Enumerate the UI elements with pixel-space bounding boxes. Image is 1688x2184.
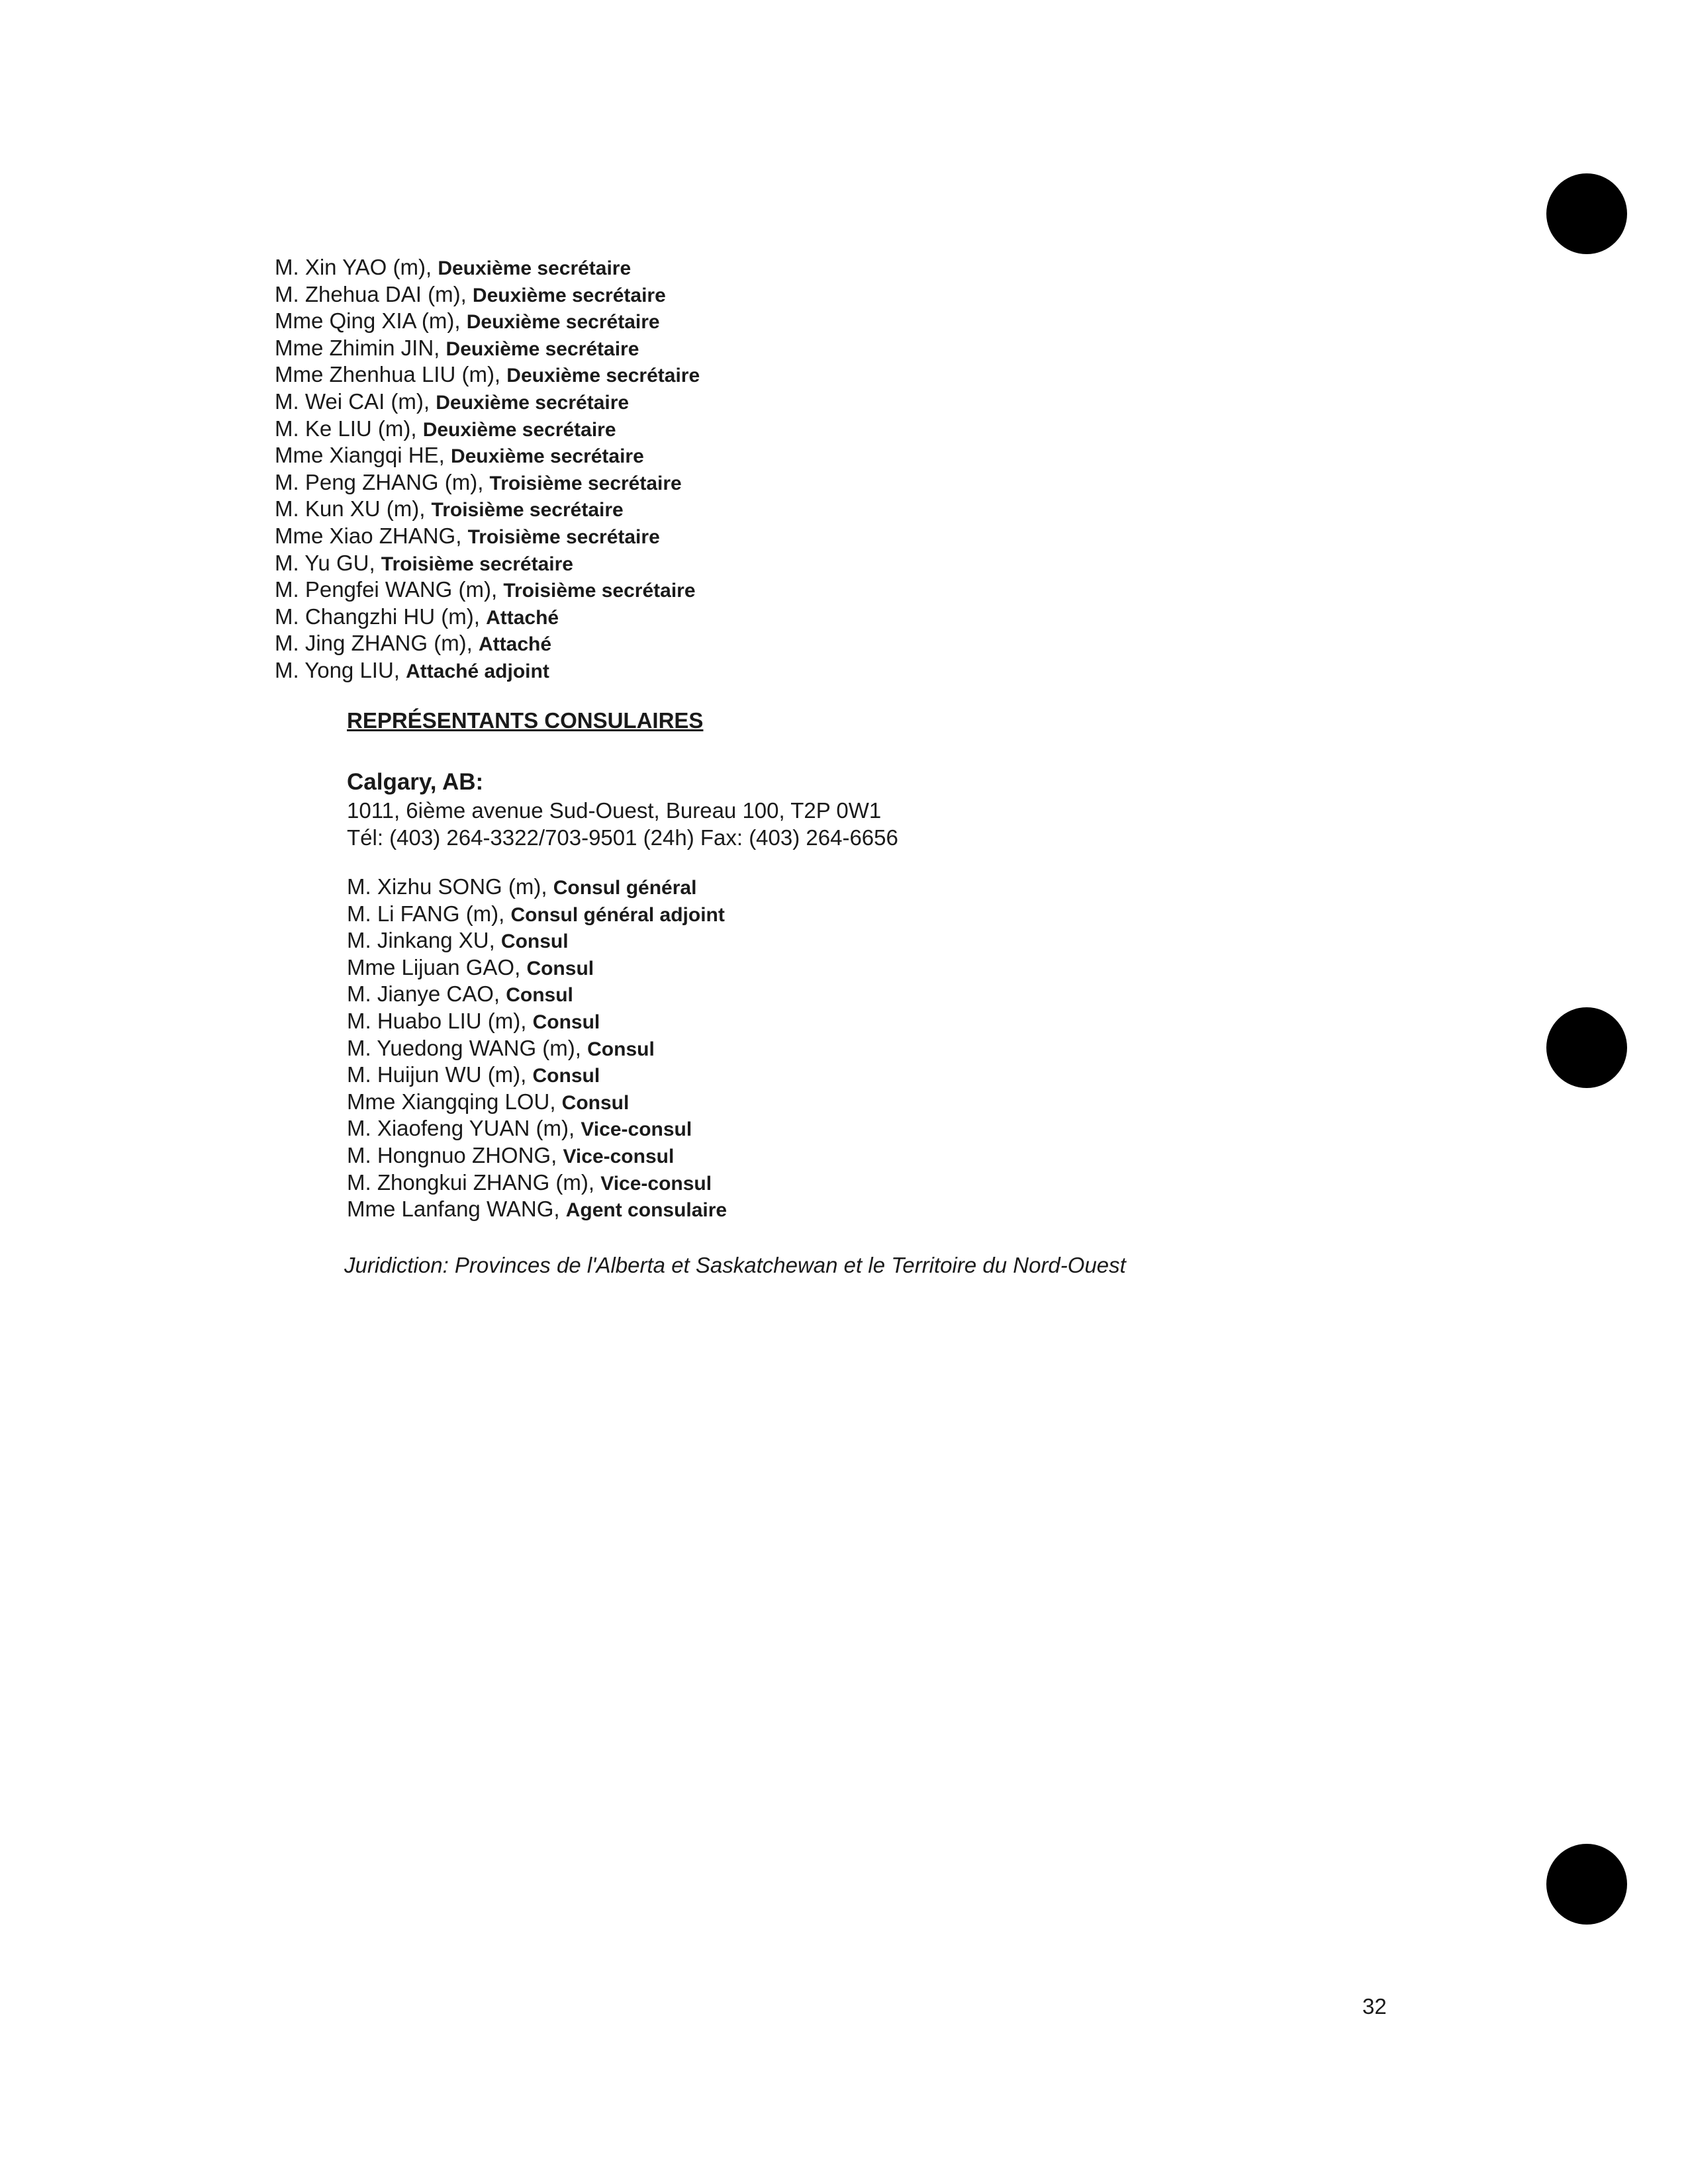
consul-entry: Mme Lanfang WANG, Agent consulaire [347, 1197, 727, 1222]
staff-entry: Mme Qing XIA (m), Deuxième secrétaire [275, 308, 660, 334]
consular-staff-list [347, 874, 727, 1223]
phone-fax: Tél: (403) 264-3322/703-9501 (24h) Fax: (403) 264-6656 [347, 825, 898, 850]
consul-entry: M. Huijun WU (m), Consul [347, 1062, 600, 1087]
staff-entry: Mme Zhimin JIN, Deuxième secrétaire [275, 335, 639, 360]
staff-entry: M. Changzhi HU (m), Attaché [275, 604, 559, 629]
consul-entry: M. Yuedong WANG (m), Consul [347, 1035, 655, 1060]
city-heading: Calgary, AB: [347, 769, 484, 795]
staff-entry: M. Peng ZHANG (m), Troisième secrétaire [275, 469, 682, 494]
jurisdiction-note: Juridiction: Provinces de l'Alberta et Saskatchewan et le Territoire du Nord-Ouest [344, 1253, 1126, 1277]
consul-entry: M. Zhongkui ZHANG (m), Vice-consul [347, 1169, 712, 1195]
consulate-address-block [347, 768, 898, 851]
consul-entry: M. Li FANG (m), Consul général adjoint [347, 901, 725, 926]
staff-entry: Mme Xiangqi HE, Deuxième secrétaire [275, 443, 644, 468]
page-number: 32 [1362, 1994, 1387, 2019]
binder-hole-top [1546, 173, 1627, 254]
consul-entry: M. Huabo LIU (m), Consul [347, 1008, 600, 1033]
binder-hole-bottom [1546, 1844, 1627, 1925]
staff-entry: Mme Zhenhua LIU (m), Deuxième secrétaire [275, 362, 700, 387]
staff-entry: M. Pengfei WANG (m), Troisième secrétaire [275, 577, 696, 602]
staff-entry: M. Jing ZHANG (m), Attaché [275, 631, 552, 656]
section-heading: REPRÉSENTANTS CONSULAIRES [347, 708, 704, 733]
consul-entry: M. Jinkang XU, Consul [347, 928, 569, 953]
street-address: 1011, 6ième avenue Sud-Ouest, Bureau 100, T2P 0W1 [347, 798, 882, 823]
consul-entry: Mme Xiangqing LOU, Consul [347, 1089, 630, 1114]
binder-hole-middle [1546, 1007, 1627, 1088]
consul-entry: M. Xiaofeng YUAN (m), Vice-consul [347, 1116, 692, 1141]
embassy-staff-list [275, 254, 700, 684]
staff-entry: M. Yong LIU, Attaché adjoint [275, 657, 549, 682]
staff-entry: M. Wei CAI (m), Deuxième secrétaire [275, 388, 630, 414]
staff-entry: M. Yu GU, Troisième secrétaire [275, 550, 573, 575]
staff-entry: M. Zhehua DAI (m), Deuxième secrétaire [275, 281, 666, 306]
staff-entry: M. Kun XU (m), Troisième secrétaire [275, 496, 624, 522]
consul-entry: M. Jianye CAO, Consul [347, 981, 573, 1007]
staff-entry: Mme Xiao ZHANG, Troisième secrétaire [275, 523, 660, 548]
staff-entry: M. Ke LIU (m), Deuxième secrétaire [275, 416, 616, 441]
consul-entry: M. Xizhu SONG (m), Consul général [347, 874, 697, 899]
consul-entry: Mme Lijuan GAO, Consul [347, 954, 594, 979]
staff-entry: M. Xin YAO (m), Deuxième secrétaire [275, 255, 632, 279]
consul-entry: M. Hongnuo ZHONG, Vice-consul [347, 1142, 675, 1167]
